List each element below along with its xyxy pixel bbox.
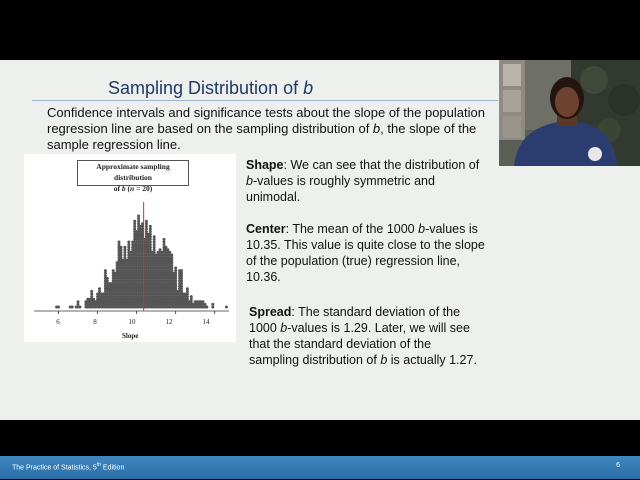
data-point [71,306,74,309]
x-tick-label: 8 [93,318,97,326]
intro-text: Confidence intervals and significance tests about the slope of the population regression line are based on the sampling distribution of [47,105,485,136]
presenter-video [499,60,640,166]
data-point [190,300,193,303]
data-point [180,290,183,293]
data-point [90,295,93,298]
spread-text-end: is actually 1.27. [387,353,477,367]
data-point [164,246,167,249]
data-point [123,256,126,259]
slide-title-variable: b [303,78,314,98]
data-point [186,287,189,290]
data-point [153,243,156,246]
data-point [137,222,140,225]
center-label: Center [246,222,286,236]
data-point [174,280,177,283]
data-point [174,285,177,288]
data-point [159,248,162,251]
data-point [149,230,152,233]
data-point [153,248,156,251]
x-tick-label: 14 [202,318,210,326]
intro-paragraph [47,105,497,153]
data-point [145,225,148,228]
data-point [149,238,152,241]
spread-text-mid: -values is 1.29. Later, we will see that the standard deviation of the sampling distribution of [249,321,470,367]
data-point [145,220,148,223]
data-point [180,277,183,280]
dotplot-title-of: of [113,184,122,193]
data-point [149,246,152,249]
intro-variable: b [372,121,381,136]
data-point [57,306,60,309]
data-point [163,243,166,246]
data-point [174,282,177,285]
data-point [153,246,156,249]
data-point [180,282,183,285]
data-point [149,225,152,228]
data-point [127,241,130,244]
data-point [211,303,214,306]
slide-title [108,78,313,99]
intro-text-end: , the slope of the sample regression line. [47,121,477,152]
shape-variable: b [246,174,253,188]
data-point [163,241,166,244]
data-point [120,254,123,257]
x-tick-label: 6 [56,318,60,326]
data-point [79,306,82,309]
data-point [77,303,80,306]
data-point [186,295,189,298]
data-point [153,235,156,238]
shape-paragraph [246,157,491,205]
data-point [170,261,173,264]
data-point [153,241,156,244]
shape-text-end: -values is roughly symmetric and unimodal. [246,174,435,204]
data-point [90,293,93,296]
data-point [90,290,93,293]
footer-edition-word: Edition [100,464,125,472]
dotplot-figure [24,154,236,342]
data-point [127,243,130,246]
data-point [180,272,183,275]
data-point [118,243,121,246]
data-point [145,230,148,233]
data-point [153,238,156,241]
dotplot-title-n: n [130,184,135,193]
shape-label: Shape [246,158,284,172]
data-point [77,300,80,303]
data-point [104,274,107,277]
data-point [186,290,189,293]
data-point [170,256,173,259]
data-point [166,248,169,251]
data-point [104,272,107,275]
presenter-video-frame [499,60,640,166]
dotplot-title-line1: Approximate sampling distribution [96,162,170,182]
center-text: : The mean of the 1000 [285,222,419,236]
footer-edition-sup: th [96,462,101,468]
data-point [123,254,126,257]
data-point [120,248,123,251]
x-tick-label: 12 [165,318,173,326]
title-divider [32,100,498,101]
data-point [149,235,152,238]
data-point [180,269,183,272]
spread-label: Spread [249,305,292,319]
dotplot-title-var: b [121,184,126,193]
data-point [149,243,152,246]
spread-variable-2: b [380,353,388,367]
data-point [123,248,126,251]
data-point [204,303,207,306]
data-point [127,248,130,251]
data-point [149,248,152,251]
x-axis-label: Slope [122,332,139,340]
shape-text: : We can see that the distribution of [283,158,480,172]
footer-book-title [12,462,124,471]
data-point [123,246,126,249]
center-text-end: -values is 10.35. This value is quite close to the slope of the population (true) regression line, 10.36. [246,222,485,284]
data-point [186,293,189,296]
data-point [145,228,148,231]
data-point [190,298,193,301]
data-point [202,300,205,303]
data-point [174,277,177,280]
data-point [149,233,152,236]
page-number: 6 [616,462,620,469]
data-point [133,222,136,225]
slide-title-text: Sampling Distribution of [108,78,304,98]
data-point [137,215,140,218]
data-point [205,306,208,309]
data-point [170,264,173,267]
dotplot-title-n-value: = 20) [134,184,153,193]
data-point [170,269,173,272]
data-point [92,298,95,301]
center-paragraph [246,221,491,285]
data-point [145,222,148,225]
data-point [112,269,115,272]
spread-text: : The standard deviation of the 1000 [249,305,461,335]
data-point [186,298,189,301]
data-point [137,217,140,220]
data-point [168,251,171,254]
data-point [137,220,140,223]
spread-variable: b [280,321,288,335]
data-point [225,306,228,309]
data-point [98,287,101,290]
center-variable: b [418,222,426,236]
data-point [133,228,136,231]
footer-bar [0,456,640,479]
data-point [127,246,130,249]
data-point [174,287,177,290]
data-point [180,280,183,283]
data-point [174,267,177,270]
data-point [149,228,152,231]
data-point [153,251,156,254]
data-point [106,277,109,280]
data-point [118,241,121,244]
data-point [180,285,183,288]
x-tick-label: 10 [128,318,136,326]
data-point [133,225,136,228]
data-point [180,287,183,290]
data-point [149,241,152,244]
dotplot-title-paren: ( [125,184,131,193]
data-point [174,269,177,272]
data-point [180,274,183,277]
data-point [123,251,126,254]
data-point [120,256,123,259]
data-point [98,290,101,293]
data-point [106,280,109,283]
slide [0,60,640,472]
data-point [133,220,136,223]
data-point [174,274,177,277]
data-point [170,259,173,262]
data-point [211,306,214,309]
data-point [120,246,123,249]
dotplot-title-line2 [78,183,188,194]
dotplot-title [77,160,189,193]
data-point [170,267,173,270]
spread-paragraph [249,304,479,368]
footer-book-text: The Practice of Statistics, 5 [12,464,97,472]
data-point [170,254,173,257]
data-point [120,251,123,254]
data-point [174,272,177,275]
data-point [163,238,166,241]
data-point [190,295,193,298]
data-point [104,269,107,272]
